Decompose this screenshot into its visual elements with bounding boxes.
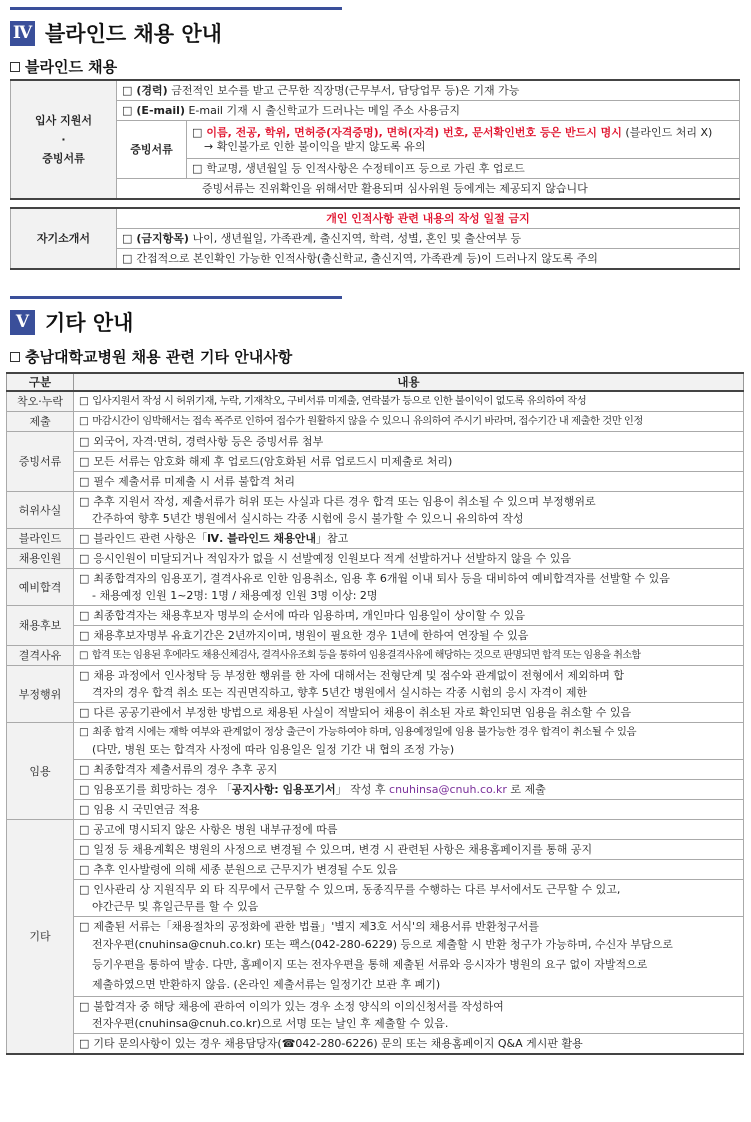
proof-usage-row: 증빙서류는 진위확인을 위해서만 활용되며 심사위원 등에게는 제공되지 않습니다 (117, 179, 740, 200)
row-headcount: □ 응시인원이 미달되거나 적임자가 없을 시 선발예정 인원보다 적게 선발하거나 선발하지 않을 수 있음 (74, 549, 744, 569)
intro-ban-tag: (금지항목) (136, 231, 189, 245)
proof-red-suffix: (블라인드 처리 X) (621, 125, 713, 139)
intro-ban-row (117, 229, 740, 249)
section-4-title: 블라인드 채용 안내 (45, 22, 222, 46)
email-row (117, 101, 740, 121)
intro-indirect-row (117, 249, 740, 270)
cat-proof: 증빙서류 (7, 432, 74, 492)
etc-d-line1: □ 인사관리 상 지원직무 외 타 직무에서 근무할 수 있으며, 동종직무를 수행하는 다른 부서에서도 근무할 수 있고, (79, 881, 738, 898)
roman-numeral-badge: Ⅴ (10, 310, 35, 335)
etc-e-line3: 등기우편을 통하여 발송. 다만, 홈페이지 또는 전자우편을 통해 제출된 서류와 응시자가 병원의 요구 없이 자발적으로 (92, 958, 648, 971)
row-etc-b: □ 일정 등 채용계획은 병원의 사정으로 변경될 수 있으며, 변경 시 관련된 사항은 채용홈페이지를 통해 공지 (74, 840, 744, 860)
hr-email-link[interactable]: cnuhinsa@cnuh.co.kr (389, 783, 507, 796)
row-false-line2: 간주하여 향후 5년간 병원에서 실시하는 각종 시험에 응시 불가할 수 있으니 유의하여 작성 (92, 512, 524, 525)
cat-blind: 블라인드 (7, 529, 74, 549)
checkbox-icon (10, 352, 20, 362)
row-etc-a: □ 공고에 명시되지 않은 사항은 병원 내부규정에 따름 (74, 820, 744, 840)
checkbox-icon (10, 62, 20, 72)
apply-docs-label (11, 80, 117, 199)
misconduct-a-line2: 격자의 경우 합격 취소 또는 직권면직하고, 향후 5년간 병원에서 실시하는 각종 시험의 응시 자격이 제한 (92, 686, 588, 699)
row-reserve-line1: □ 최종합격자의 임용포기, 결격사유로 인한 임용취소, 임용 후 6개월 이내 퇴사 등을 대비하여 예비합격자를 선발할 수 있음 (79, 570, 738, 587)
blind-pre: 블라인드 관련 사항은「 (93, 532, 208, 545)
cat-headcount: 채용인원 (7, 549, 74, 569)
appoint-c-mid: 」 작성 후 (335, 783, 390, 796)
proof-docs-label: 증빙서류 (117, 121, 187, 179)
row-misconduct-b: □ 다른 공공기관에서 부정한 방법으로 채용된 사실이 적발되어 채용이 취소된 자로 확인되면 임용을 취소할 수 있음 (74, 703, 744, 723)
row-false (74, 492, 744, 529)
apply-label-line3: 증빙서류 (42, 152, 85, 165)
other-info-table (6, 372, 744, 1055)
intro-ban-text: 나이, 생년월일, 가족관계, 출신지역, 학력, 성별, 혼인 및 출산여부 등 (188, 231, 522, 245)
section-4-subtitle: 블라인드 채용 (25, 58, 118, 76)
cat-reserve: 예비합격 (7, 569, 74, 606)
row-appoint-b: □ 최종합격자 제출서류의 경우 추후 공지 (74, 760, 744, 780)
row-submit: □ 마감시간이 임박해서는 접속 폭주로 인하여 접수가 원활하지 않을 수 있으니 유의하여 주시기 바라며, 접수기간 내 제출한 것만 인정 (74, 412, 744, 432)
row-candidate-a: □ 최종합격자는 채용후보자 명부의 순서에 따라 임용하며, 개인마다 임용일이 상이할 수 있음 (74, 606, 744, 626)
etc-f-line1: □ 불합격자 중 해당 채용에 관하여 이의가 있는 경우 소정 양식의 이의신청서를 작성하여 (79, 998, 738, 1015)
intro-indirect-text: 간접적으로 본인확인 가능한 인적사항(출신학교, 출신지역, 가족관계 등)이 드러나지 않도록 주의 (136, 251, 598, 265)
cat-omission: 착오·누락 (7, 391, 74, 412)
row-blind (74, 529, 744, 549)
section-5-subtitle: 충남대학교병원 채용 관련 기타 안내사항 (25, 348, 293, 366)
section-4-subheading (10, 56, 117, 77)
appoint-a-line2: (다만, 병원 또는 합격자 사정에 따라 임용일은 일정 기간 내 협의 조정 가능) (92, 743, 455, 756)
cat-disqualify: 결격사유 (7, 646, 74, 666)
section-5-heading (10, 307, 133, 337)
etc-e-line2: 전자우편(cnuhinsa@cnuh.co.kr) 또는 팩스(042-280-6229) 등으로 제출할 시 반환 청구가 가능하며, 수신자 부담으로 (92, 938, 673, 951)
row-reserve-line2: - 채용예정 인원 1~2명: 1명 / 채용예정 인원 3명 이상: 2명 (92, 589, 378, 602)
appoint-a-line1: □ 최종 합격 시에는 재학 여부와 관계없이 정상 출근이 가능하여야 하며, 임용예정일에 임용 불가능한 경우 합격이 취소될 수 있음 (79, 724, 738, 741)
cat-candidate: 채용후보 (7, 606, 74, 646)
row-etc-d (74, 880, 744, 917)
etc-e-line1: □ 제출된 서류는「채용절차의 공정화에 관한 법률」'별지 제3호 서식'의 채용서류 반환청구서를 (79, 918, 738, 935)
proof-red-text: 이름, 전공, 학위, 면허증(자격증명), 면허(자격) 번호, 문서확인번호 등은 반드시 명시 (206, 125, 622, 139)
email-text: E-mail 기재 시 출신학교가 드러나는 메일 주소 사용금지 (184, 103, 460, 117)
row-false-line1: □ 추후 지원서 작성, 제출서류가 허위 또는 사실과 다른 경우 합격 또는 임용이 취소될 수 있으며 부정행위로 (79, 493, 738, 510)
row-appoint-c (74, 780, 744, 800)
row-disqualify: □ 합격 또는 임용된 후에라도 채용신체검사, 결격사유조회 등을 통하여 임용결격사유에 해당하는 것으로 판명되면 합격 또는 임용을 취소함 (74, 646, 744, 666)
section-5-rule (10, 296, 342, 299)
section-4-heading (10, 18, 222, 48)
header-content: 내용 (74, 373, 744, 391)
row-proof-c: □ 필수 제출서류 미제출 시 서류 불합격 처리 (74, 472, 744, 492)
cat-misconduct: 부정행위 (7, 666, 74, 723)
appoint-c-form: 공지사항: 임용포기서 (231, 783, 336, 796)
etc-d-line2: 야간근무 및 휴일근무를 할 수 있음 (92, 900, 259, 913)
apply-label-line2: · (61, 133, 66, 146)
proof-edit-row (187, 159, 740, 179)
apply-label-line1: 입사 지원서 (35, 114, 92, 127)
row-reserve (74, 569, 744, 606)
etc-e-line4: 제출하였으면 반환하지 않음. (온라인 제출서류는 일정기간 보관 후 폐기) (92, 978, 441, 991)
career-text: 금전적인 보수를 받고 근무한 직장명(근무부서, 담당업무 등)은 기재 가능 (167, 83, 520, 97)
blind-post: 」참고 (315, 532, 349, 545)
etc-f-line2: 전자우편(cnuhinsa@cnuh.co.kr)으로 서명 또는 날인 후 제출할 수 있음. (92, 1017, 449, 1030)
section-5-title: 기타 안내 (45, 311, 134, 335)
cat-etc: 기타 (7, 820, 74, 1055)
career-row (117, 80, 740, 101)
row-candidate-b: □ 채용후보자명부 유효기간은 2년까지이며, 병원이 필요한 경우 1년에 한하여 연장될 수 있음 (74, 626, 744, 646)
intro-red-row: 개인 인적사항 관련 내용의 작성 일절 금지 (117, 208, 740, 229)
section-5-subheading (10, 346, 292, 367)
appoint-c-post: 로 제출 (506, 783, 546, 796)
proof-edit-text: 학교명, 생년월일 등 인적사항은 수정테이프 등으로 가린 후 업로드 (206, 161, 525, 175)
header-category: 구분 (7, 373, 74, 391)
cat-false: 허위사실 (7, 492, 74, 529)
row-omission: □ 입사지원서 작성 시 허위기재, 누락, 기재착오, 구비서류 미제출, 연락불가 등으로 인한 불이익이 없도록 유의하여 작성 (74, 391, 744, 412)
row-appoint-d: □ 임용 시 국민연금 적용 (74, 800, 744, 820)
row-etc-c: □ 추후 인사발령에 의해 세종 분원으로 근무지가 변경될 수도 있음 (74, 860, 744, 880)
self-intro-table (10, 207, 740, 270)
row-misconduct-a (74, 666, 744, 703)
proof-red-row (187, 121, 740, 159)
blind-application-table (10, 79, 740, 200)
roman-numeral-badge: Ⅳ (10, 21, 35, 46)
row-etc-f (74, 997, 744, 1034)
career-tag: (경력) (136, 83, 168, 97)
blind-ref: Ⅳ. 블라인드 채용안내 (207, 532, 316, 545)
self-intro-label: 자기소개서 (11, 208, 117, 269)
proof-note: → 확인불가로 인한 불이익을 받지 않도록 유의 (204, 139, 426, 153)
cat-submit: 제출 (7, 412, 74, 432)
row-proof-b: □ 모든 서류는 암호화 해제 후 업로드(암호화된 서류 업로드시 미제출로 처리) (74, 452, 744, 472)
cat-appointment: 임용 (7, 723, 74, 820)
appoint-c-pre: 임용포기를 희망하는 경우 「 (93, 783, 232, 796)
misconduct-a-line1: □ 채용 과정에서 인사청탁 등 부정한 행위를 한 자에 대해서는 전형단계 및 점수와 관계없이 전형에서 제외하며 합 (79, 667, 738, 684)
section-4-rule (10, 7, 342, 10)
row-appoint-a (74, 723, 744, 760)
email-tag: (E-mail) (136, 103, 185, 117)
row-proof-a: □ 외국어, 자격·면허, 경력사항 등은 증빙서류 첨부 (74, 432, 744, 452)
row-etc-e (74, 917, 744, 997)
row-etc-g: □ 기타 문의사항이 있는 경우 채용담당자(☎042-280-6226) 문의 또는 채용홈페이지 Q&A 게시판 활용 (74, 1034, 744, 1055)
